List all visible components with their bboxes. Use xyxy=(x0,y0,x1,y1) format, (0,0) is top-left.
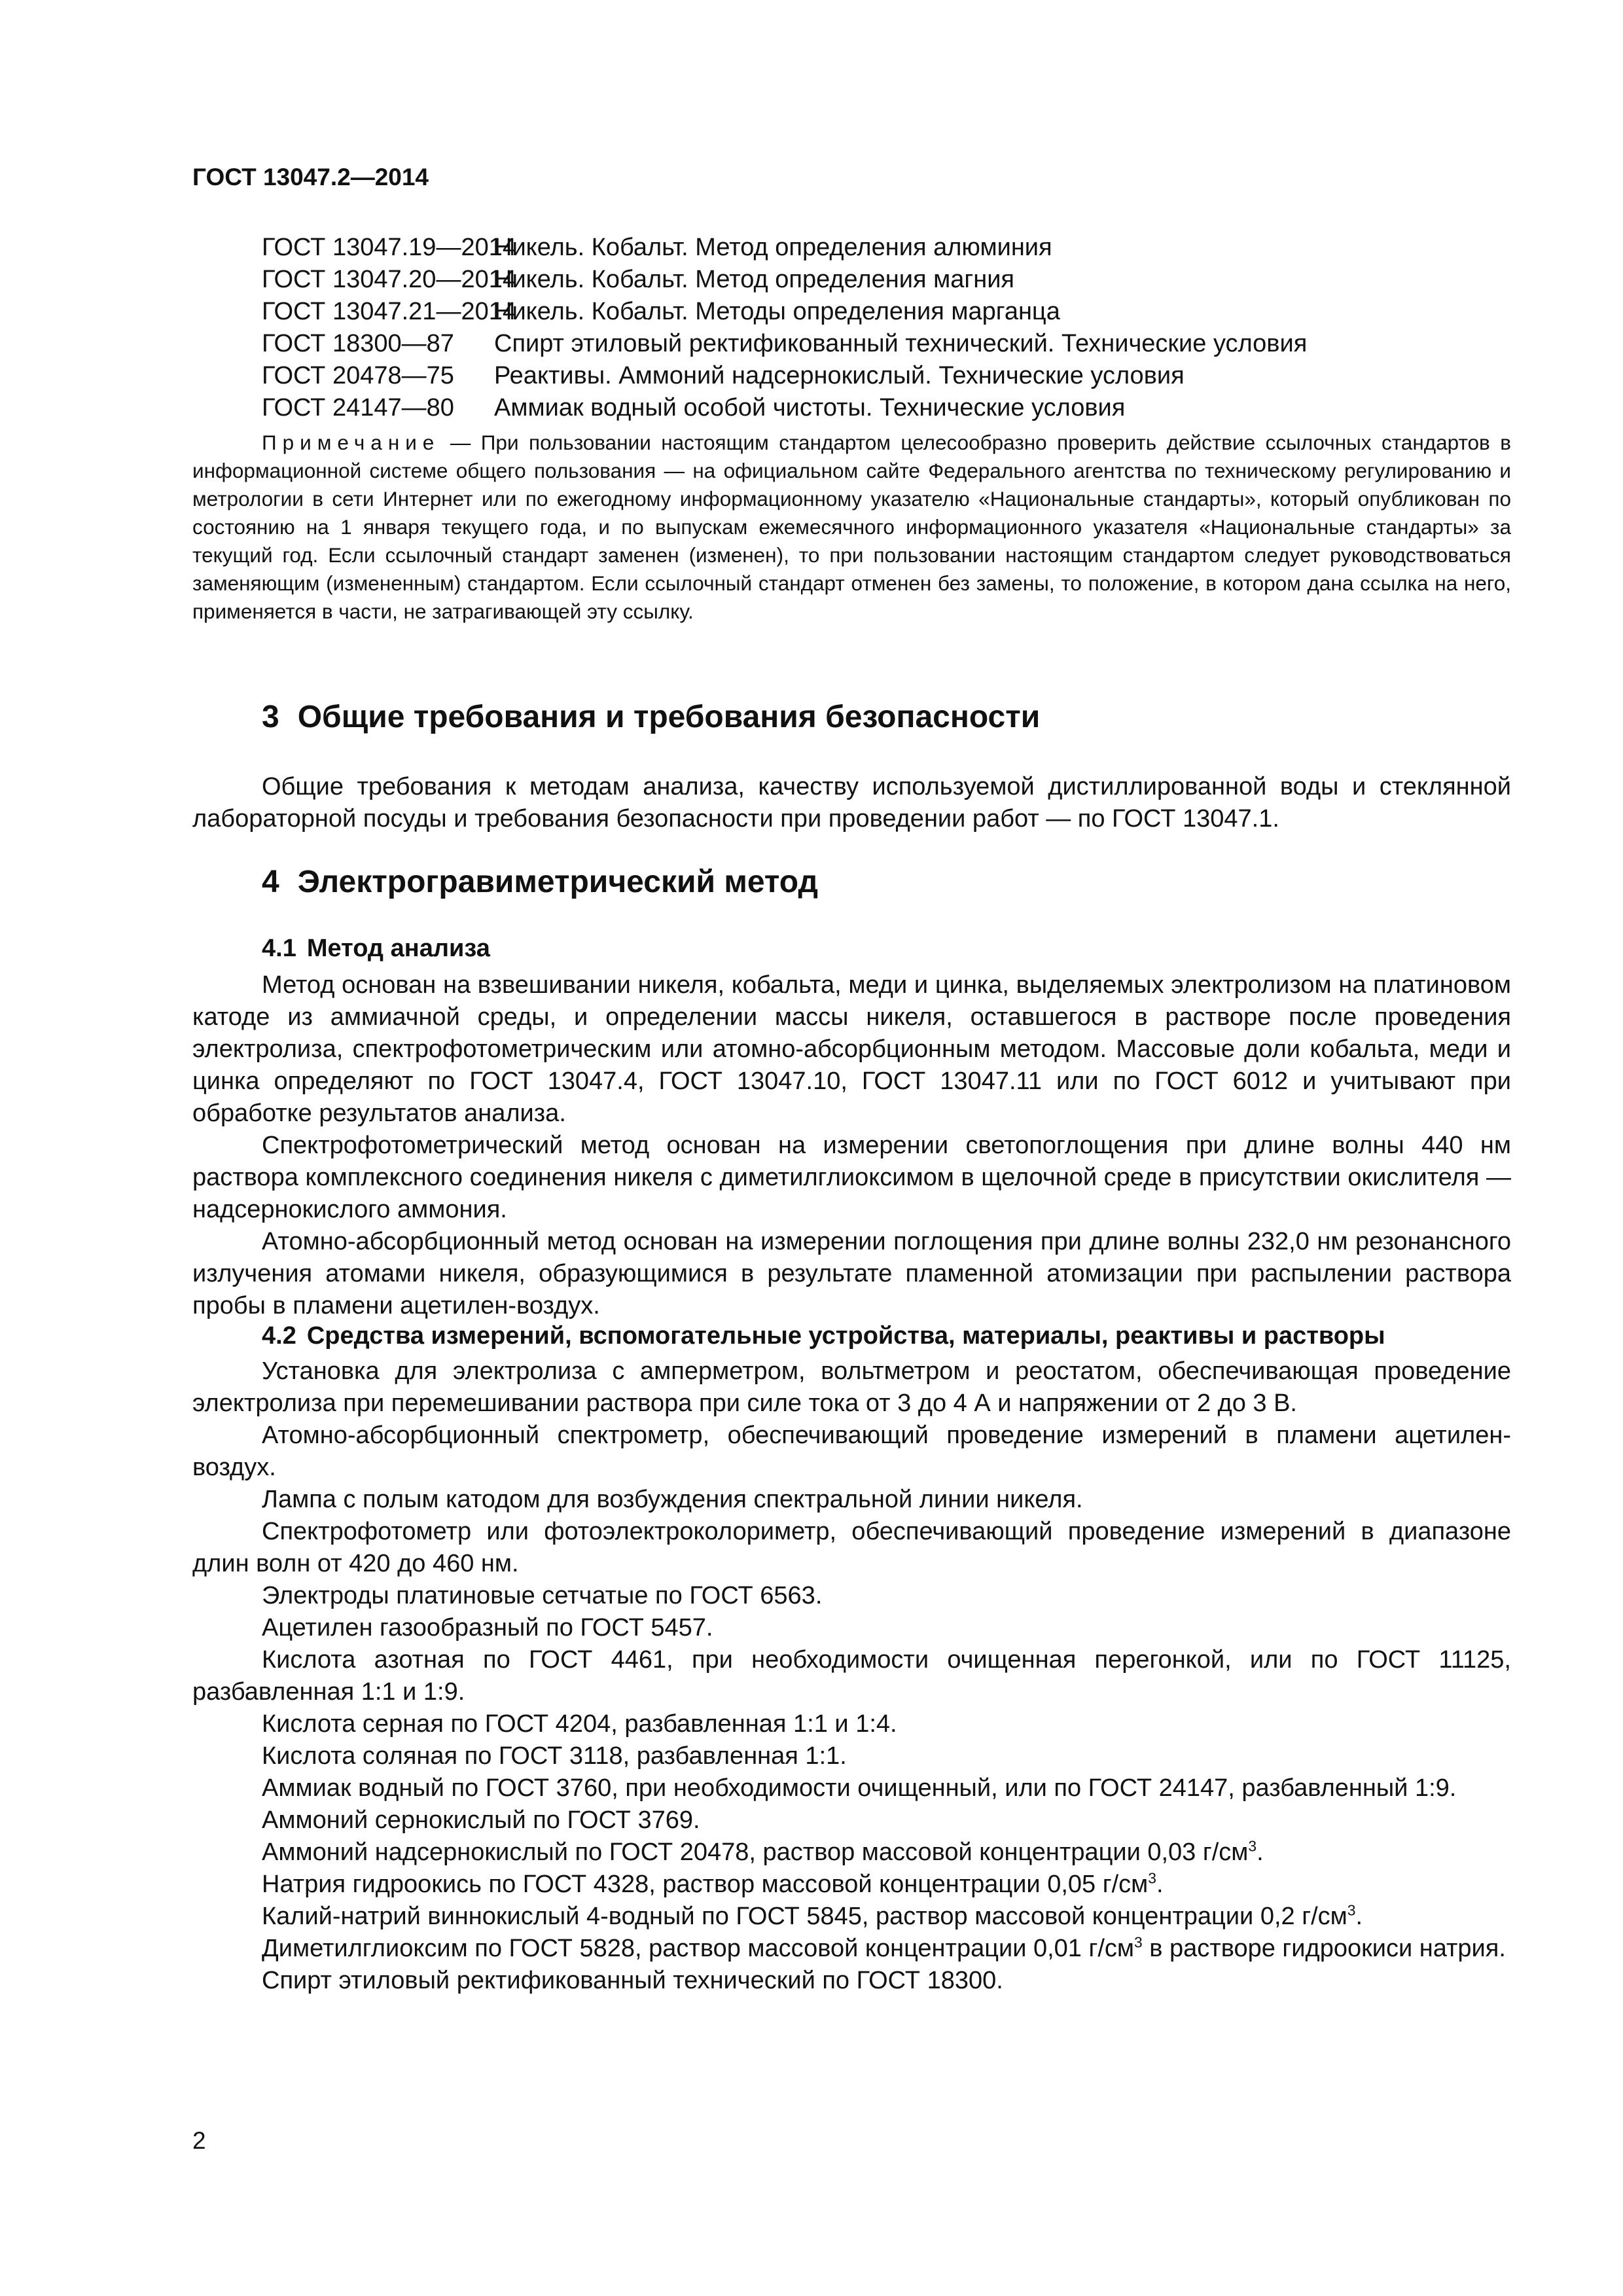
reference-code: ГОСТ 18300—87 xyxy=(262,330,454,357)
list-item xyxy=(192,1901,1511,1933)
section-4-heading xyxy=(262,864,818,900)
reference-item xyxy=(262,264,1307,296)
list-item xyxy=(192,1933,1511,1965)
superscript: 3 xyxy=(1347,1901,1356,1919)
item-text: Калий-натрий виннокислый 4-водный по ГОСТ 5845, раствор массовой концентрации 0,2 г/см xyxy=(262,1903,1347,1930)
list-item xyxy=(192,1869,1511,1901)
section-number: 4 xyxy=(262,865,279,899)
item-text-after: . xyxy=(1257,1839,1264,1866)
reference-title: Никель. Кобальт. Методы определения марганца xyxy=(494,298,1060,325)
reference-code: ГОСТ 20478—75 xyxy=(262,362,454,389)
reference-title: Аммиак водный особой чистоты. Технические условия xyxy=(494,394,1126,422)
reference-title: Никель. Кобальт. Метод определения алюминия xyxy=(494,234,1052,261)
item-text-after: . xyxy=(1355,1903,1363,1930)
list-item: Кислота соляная по ГОСТ 3118, разбавленная 1:1. xyxy=(262,1742,847,1770)
reference-title: Реактивы. Аммоний надсернокислый. Технические условия xyxy=(494,362,1185,389)
section-number: 3 xyxy=(262,700,279,734)
note-text: — При пользовании настоящим стандартом целесообразно проверить действие ссылочных стандартов в информационной системе общего пользования — на официальном сайте Федерального агентства по техническому регулированию и метрологии в сети Интернет или по ежегодному информационному указателю «Национальные стандарты», который опубликован по состоянию на 1 января текущего года, и по выпускам ежемесячного информационного указателя «Национальные стандарты» за текущий год. Если ссылочный стандарт заменен (изменен), то при пользовании настоящим стандартом следует руководствоваться заменяющим (измененным) стандартом. Если ссылочный стандарт отменен без замены, то положение, в котором дана ссылка на него, применяется в части, не затрагивающей эту ссылку. xyxy=(192,431,1511,623)
reference-item xyxy=(262,328,1307,360)
reference-code: ГОСТ 13047.19—2014 xyxy=(262,234,516,261)
item-text: Диметилглиоксим по ГОСТ 5828, раствор массовой концентрации 0,01 г/см xyxy=(262,1935,1135,1962)
item-text: Аммоний надсернокислый по ГОСТ 20478, раствор массовой концентрации 0,03 г/см xyxy=(262,1839,1249,1866)
list-item: Спирт этиловый ректификованный технический по ГОСТ 18300. xyxy=(262,1967,1003,1994)
list-item: Электроды платиновые сетчатые по ГОСТ 6563. xyxy=(262,1582,823,1609)
subsection-4-1-body xyxy=(192,969,1511,1322)
list-item: Аммоний сернокислый по ГОСТ 3769. xyxy=(262,1806,700,1834)
list-item: Атомно-абсорбционный спектрометр, обеспечивающий проведение измерений в пламени ацетилен-воздух. xyxy=(192,1422,1511,1481)
subsection-title: Средства измерений, вспомогательные устройства, материалы, реактивы и растворы xyxy=(306,1322,1385,1350)
page-number: 2 xyxy=(192,2127,206,2154)
list-item: Кислота серная по ГОСТ 4204, разбавленная 1:1 и 1:4. xyxy=(262,1710,897,1738)
normative-references-list xyxy=(262,232,1307,424)
subsection-number: 4.2 xyxy=(262,1322,296,1350)
reference-item xyxy=(262,232,1307,264)
list-item: Установка для электролиза с амперметром, вольтметром и реостатом, обеспечивающая проведение электролиза при перемешивании раствора при силе тока от 3 до 4 А и напряжении от 2 до 3 В. xyxy=(192,1357,1511,1417)
reference-item xyxy=(262,360,1307,392)
subsection-number: 4.1 xyxy=(262,935,296,962)
section-title: Электрогравиметрический метод xyxy=(297,865,818,899)
superscript: 3 xyxy=(1148,1869,1156,1887)
document-header: ГОСТ 13047.2—2014 xyxy=(192,164,429,190)
reference-code: ГОСТ 13047.20—2014 xyxy=(262,266,516,293)
note-label: Примечание xyxy=(262,431,440,454)
list-item: Лампа с полым катодом для возбуждения спектральной линии никеля. xyxy=(262,1486,1083,1513)
reference-title: Спирт этиловый ректификованный технический. Технические условия xyxy=(494,330,1308,357)
reference-item xyxy=(262,296,1307,328)
paragraph: Спектрофотометрический метод основан на измерении светопоглощения при длине волны 440 нм раствора комплексного соединения никеля с диметилглиоксимом в щелочной среде в присутствии окислителя — надсернокислого аммония. xyxy=(192,1132,1511,1223)
list-item: Аммиак водный по ГОСТ 3760, при необходимости очищенный, или по ГОСТ 24147, разбавленный 1:9. xyxy=(262,1774,1457,1802)
note-block xyxy=(192,429,1511,626)
list-item: Ацетилен газообразный по ГОСТ 5457. xyxy=(262,1614,713,1641)
item-text: Натрия гидроокись по ГОСТ 4328, раствор массовой концентрации 0,05 г/см xyxy=(262,1871,1149,1898)
subsection-title: Метод анализа xyxy=(306,935,490,962)
superscript: 3 xyxy=(1134,1933,1143,1951)
paragraph: Метод основан на взвешивании никеля, кобальта, меди и цинка, выделяемых электролизом на платиновом катоде из аммиачной среды, и определении массы никеля, оставшегося в растворе после проведения электролиза, спектрофотометрическим или атомно-абсорбционным методом. Массовые доли кобальта, меди и цинка определяют по ГОСТ 13047.4, ГОСТ 13047.10, ГОСТ 13047.11 или по ГОСТ 6012 и учитывают при обработке результатов анализа. xyxy=(192,971,1511,1127)
reference-item xyxy=(262,392,1307,424)
reference-code: ГОСТ 13047.21—2014 xyxy=(262,298,516,325)
subsection-4-2-body xyxy=(192,1355,1511,1997)
reference-code: ГОСТ 24147—80 xyxy=(262,394,454,422)
subsection-4-2-heading xyxy=(262,1322,1385,1350)
list-item: Кислота азотная по ГОСТ 4461, при необходимости очищенная перегонкой, или по ГОСТ 11125, разбавленная 1:1 и 1:9. xyxy=(192,1646,1511,1706)
list-item: Спектрофотометр или фотоэлектроколориметр, обеспечивающий проведение измерений в диапазоне длин волн от 420 до 460 нм. xyxy=(192,1518,1511,1577)
item-text-after: . xyxy=(1156,1871,1164,1898)
paragraph: Общие требования к методам анализа, качеству используемой дистиллированной воды и стеклянной лабораторной посуды и требования безопасности при проведении работ — по ГОСТ 13047.1. xyxy=(192,773,1511,833)
superscript: 3 xyxy=(1248,1837,1257,1855)
item-text-after: в растворе гидроокиси натрия. xyxy=(1142,1935,1506,1962)
section-title: Общие требования и требования безопасности xyxy=(297,700,1041,734)
reference-title: Никель. Кобальт. Метод определения магния xyxy=(494,266,1014,293)
list-item xyxy=(192,1837,1511,1869)
section-3-body xyxy=(192,771,1511,835)
subsection-4-1-heading xyxy=(262,935,490,963)
section-3-heading xyxy=(262,699,1040,735)
paragraph: Атомно-абсорбционный метод основан на измерении поглощения при длине волны 232,0 нм резонансного излучения атомами никеля, образующимися в результате пламенной атомизации при распылении раствора пробы в пламени ацетилен-воздух. xyxy=(192,1228,1511,1319)
